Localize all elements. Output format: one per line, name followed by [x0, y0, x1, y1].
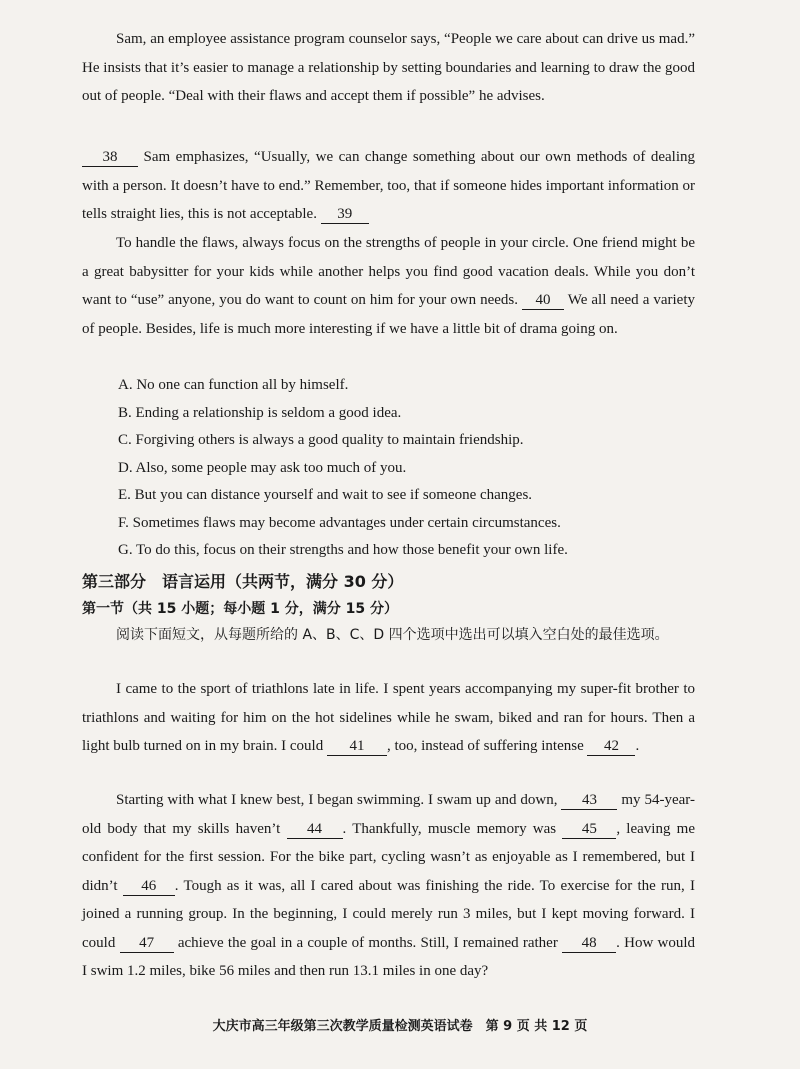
option-c: C. Forgiving others is always a good quality to maintain friendship.: [118, 432, 524, 448]
option-b: B. Ending a relationship is seldom a good idea.: [118, 404, 402, 421]
blank-45: 45: [562, 820, 616, 839]
option-a: A. No one can function all by himself.: [118, 377, 349, 393]
blank-38: 38: [82, 148, 138, 167]
passage2-para1: I came to the sport of triathlons late in life. I spent years accompanying my super-fit brother to triathlons and waiting for him on the hot sidelines while he swam, biked and ran for hours. Then a light bulb turned on in my brain. I could 41 , too, instead of suffering intense 42 .: [82, 681, 695, 754]
section1-heading: 第一节（共 15 小题；每小题 1 分，满分 15 分）: [82, 601, 398, 617]
option-e: E. But you can distance yourself and wait to see if someone changes.: [118, 487, 533, 503]
option-d: D. Also, some people may ask too much of you.: [118, 459, 407, 476]
blank-48: 48: [562, 934, 616, 953]
blank-42: 42: [587, 737, 635, 756]
options-list: [118, 372, 568, 565]
blank-47: 47: [120, 934, 174, 953]
blank-41: 41: [327, 737, 387, 756]
passage2-para2: Starting with what I knew best, I began swimming. I swam up and down, 43 my 54-year-old body that my skills haven’t 44 . Thankfully, muscle memory was 45 , leaving me confident for the first session. For the bike part, cycling wasn’t as enjoyable as I remembered, but I didn’t 46 . Tough as it was, all I cared about was finishing the ride. To exercise for the run, I joined a running group. In the beginning, I could merely run 3 miles, but I kept moving forward. I could 47 achieve the goal in a couple of months. Still, I remained rather 48 . How would I swim 1.2 miles, bike 56 miles and then run 13.1 miles in one day?: [82, 792, 696, 979]
blank-39: 39: [321, 205, 369, 224]
option-f: F. Sometimes flaws may become advantages under certain circumstances.: [118, 514, 561, 531]
passage1-para1: Sam, an employee assistance program counselor says, “People we care about can drive us mad.” He insists that it’s easier to manage a relationship by setting boundaries and learning to draw the good out of people. “Deal with their flaws and accept them if possible” he advises.: [82, 31, 695, 104]
part3-instruction: 阅读下面短文，从每题所给的 A、B、C、D 四个选项中选出可以填入空白处的最佳选项。: [116, 627, 669, 643]
blank-44: 44: [287, 820, 343, 839]
page-footer: 大庆市高三年级第三次教学质量检测英语试卷 第 9 页 共 12 页: [212, 1019, 588, 1034]
option-g: G. To do this, focus on their strengths and how those benefit your own life.: [118, 542, 568, 558]
blank-46: 46: [123, 877, 175, 896]
blank-43: 43: [561, 791, 617, 810]
passage1-para2: 38 Sam emphasizes, “Usually, we can change something about our own methods of dealing with a person. It doesn’t have to end.” Remember, too, that if someone hides important information or tells straight lies, this is not acceptable. 39: [82, 149, 696, 222]
part3-heading: 第三部分 语言运用（共两节，满分 30 分）: [82, 572, 404, 591]
blank-40: 40: [522, 291, 564, 310]
passage1-para3: To handle the flaws, always focus on the strengths of people in your circle. One friend might be a great babysitter for your kids while another helps you find good vacation deals. While you don’t want to “use” anyone, you do want to count on him for your own needs. 40 We all need a variety of people. Besides, life is much more interesting if we have a little bit of drama going on.: [82, 235, 695, 337]
